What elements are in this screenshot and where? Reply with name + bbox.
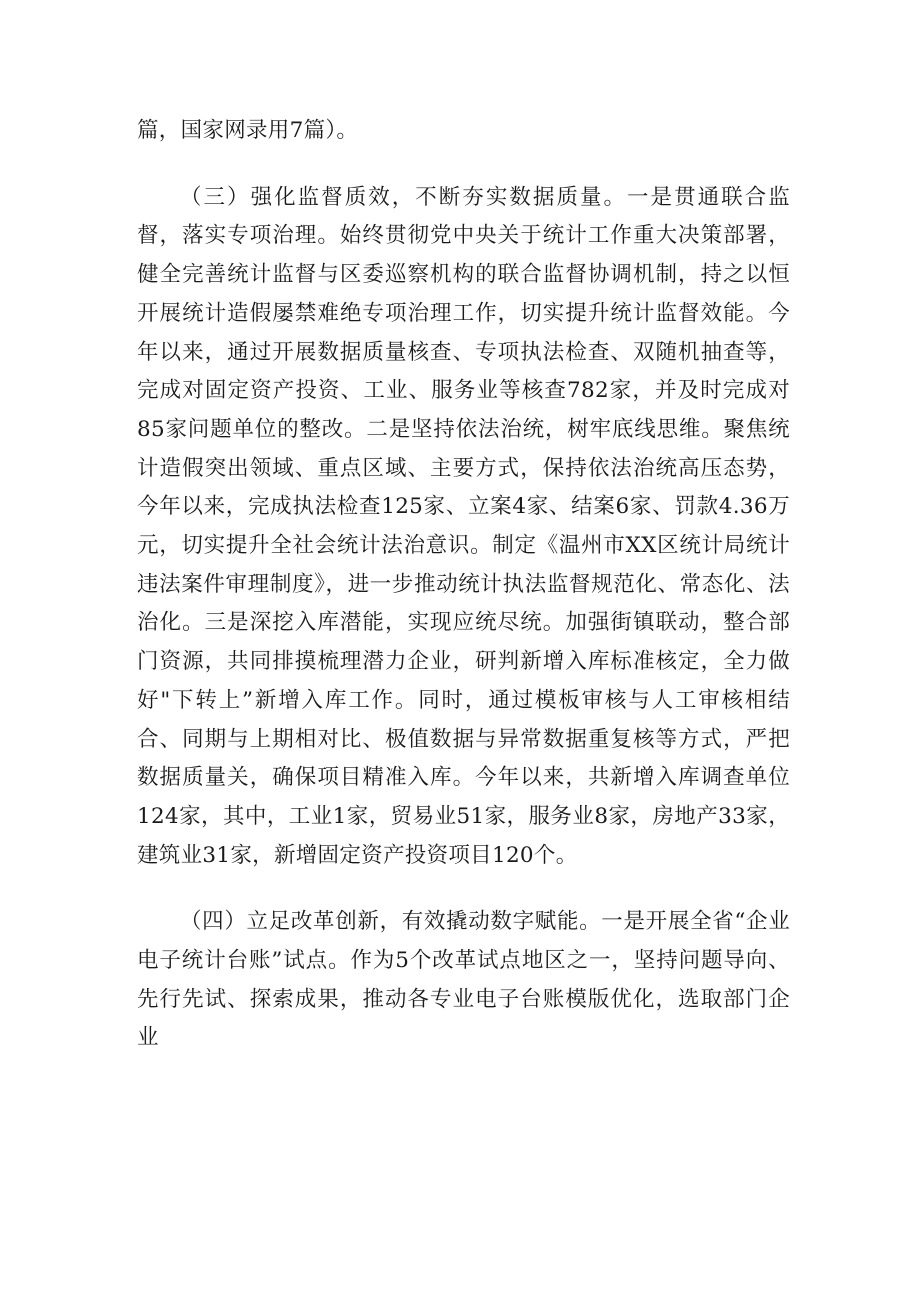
document-body	[137, 112, 790, 1058]
paragraph-section-4: （四）立足改革创新，有效撬动数字赋能。一是开展全省“企业电子统计台账”试点。作为5个改革试点地区之一，坚持问题导向、先行先试、探索成果，推动各专业电子台账模版优化，选取部门企业	[137, 909, 790, 1051]
paragraph-section-3: （三）强化监督质效，不断夯实数据质量。一是贯通联合监督，落实专项治理。始终贯彻党中央关于统计工作重大决策部署，健全完善统计监督与区委巡察机构的联合监督协调机制，持之以恒开展统计造假屡禁难绝专项治理工作，切实提升统计监督效能。今年以来，通过开展数据质量核查、专项执法检查、双随机抽查等，完成对固定资产投资、工业、服务业等核查782家，并及时完成对85家问题单位的整改。二是坚持依法治统，树牢底线思维。聚焦统计造假突出领域、重点区域、主要方式，保持依法治统高压态势，今年以来，完成执法检查125家、立案4家、结案6家、罚款4.36万元，切实提升全社会统计法治意识。制定《温州市XX区统计局统计违法案件审理制度》，进一步推动统计执法监督规范化、常态化、法治化。三是深挖入库潜能，实现应统尽统。加强街镇联动，整合部门资源，共同排摸梳理潜力企业，研判新增入库标准核定，全力做好"下转上”新增入库工作。同时，通过模板审核与人工审核相结合、同期与上期相对比、极值数据与异常数据重复核等方式，严把数据质量关，确保项目精准入库。今年以来，共新增入库调查单位124家，其中，工业1家，贸易业51家，服务业8家，房地产33家，建筑业31家，新增固定资产投资项目120个。	[137, 184, 790, 868]
paragraph-continuation: 篇，国家网录用7篇）。	[137, 118, 359, 143]
